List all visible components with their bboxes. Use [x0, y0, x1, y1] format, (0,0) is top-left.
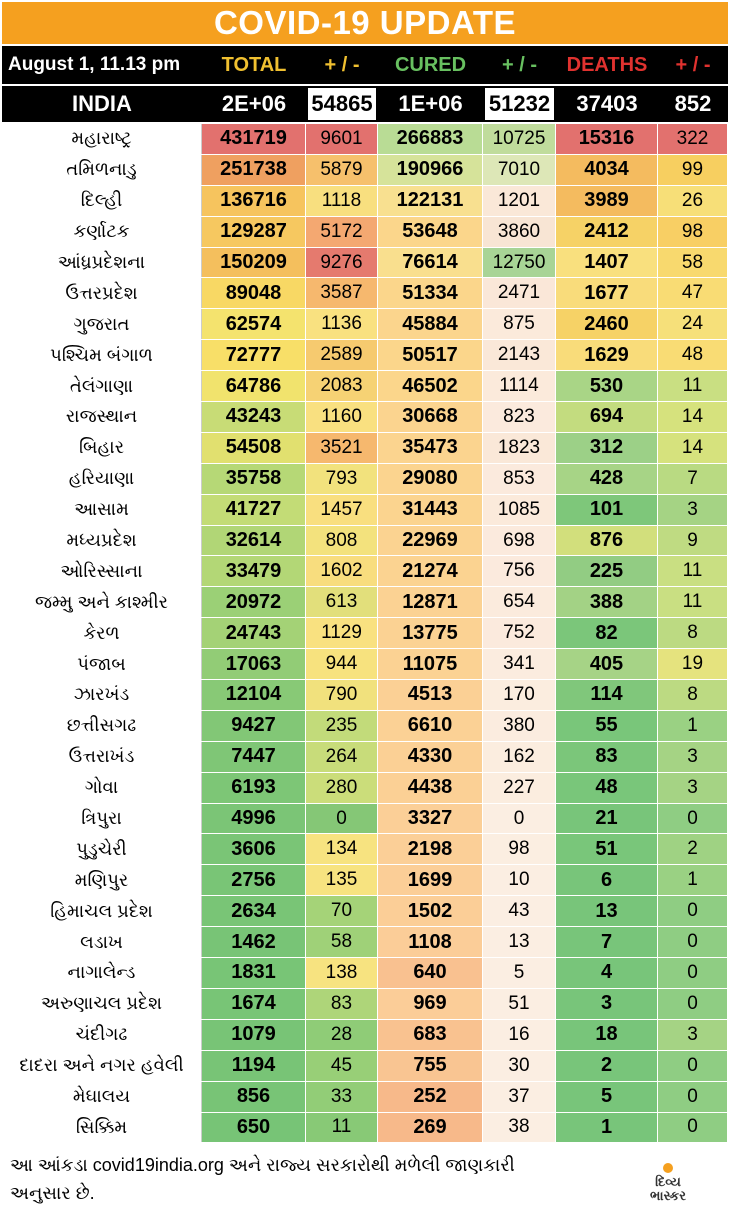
- cured-change: 341: [483, 649, 556, 679]
- india-cured-change: 51232: [485, 88, 554, 120]
- table-row: [2, 649, 728, 680]
- total-cases: 129287: [202, 217, 306, 247]
- table-row: [2, 680, 728, 711]
- death-cases: 3989: [556, 186, 658, 216]
- state-name: પશ્ચિમ બંગાળ: [2, 340, 202, 370]
- death-cases: 2412: [556, 217, 658, 247]
- death-change: 19: [658, 649, 728, 679]
- state-name: આંધ્રપ્રદેશના: [2, 248, 202, 278]
- death-change: 14: [658, 402, 728, 432]
- state-name: ગોવા: [2, 773, 202, 803]
- death-change: 8: [658, 618, 728, 648]
- brand-logo: [638, 1163, 698, 1207]
- cured-cases: 12871: [378, 587, 483, 617]
- cured-cases: 4330: [378, 742, 483, 772]
- death-change: 14: [658, 433, 728, 463]
- total-cases: 20972: [202, 587, 306, 617]
- total-cases: 2634: [202, 896, 306, 926]
- state-name: સિક્કિમ: [2, 1113, 202, 1143]
- total-change: 134: [306, 834, 378, 864]
- death-change: 11: [658, 371, 728, 401]
- table-row: [2, 618, 728, 649]
- cured-change: 823: [483, 402, 556, 432]
- source-note: આ આંકડા covid19india.org અને રાજ્ય સરકારોથી મળેલી જાણકારી અનુસાર છે.: [10, 1155, 515, 1203]
- death-change: 0: [658, 958, 728, 988]
- cured-cases: 11075: [378, 649, 483, 679]
- update-date: August 1, 11.13 pm: [8, 54, 181, 75]
- cured-cases: 30668: [378, 402, 483, 432]
- cured-change: 12750: [483, 248, 556, 278]
- total-cases: 12104: [202, 680, 306, 710]
- cured-change: 2143: [483, 340, 556, 370]
- column-header-row: [2, 46, 728, 84]
- total-cases: 9427: [202, 711, 306, 741]
- death-change: 3: [658, 495, 728, 525]
- table-row: [2, 217, 728, 248]
- death-cases: 3: [556, 989, 658, 1019]
- total-cases: 24743: [202, 618, 306, 648]
- total-change: 793: [306, 464, 378, 494]
- death-change: 2: [658, 834, 728, 864]
- state-name: ચંદીગઢ: [2, 1020, 202, 1050]
- cured-change: 13: [483, 927, 556, 957]
- state-name: પંજાબ: [2, 649, 202, 679]
- table-row: [2, 1020, 728, 1051]
- death-change: 0: [658, 1082, 728, 1112]
- state-name: ઓરિસ્સાના: [2, 556, 202, 586]
- death-cases: 2460: [556, 309, 658, 339]
- total-change: 790: [306, 680, 378, 710]
- total-change: 2083: [306, 371, 378, 401]
- table-row: [2, 495, 728, 526]
- state-name: ઉત્તરાખંડ: [2, 742, 202, 772]
- page-title: COVID-19 UPDATE: [2, 2, 728, 44]
- total-cases: 150209: [202, 248, 306, 278]
- total-cases: 6193: [202, 773, 306, 803]
- table-row: [2, 402, 728, 433]
- total-change: 9601: [306, 124, 378, 154]
- table-row: [2, 340, 728, 371]
- death-cases: 15316: [556, 124, 658, 154]
- table-row: [2, 958, 728, 989]
- total-change: 235: [306, 711, 378, 741]
- state-name: છત્તીસગઢ: [2, 711, 202, 741]
- cured-change: 37: [483, 1082, 556, 1112]
- cured-cases: 190966: [378, 155, 483, 185]
- table-row: [2, 526, 728, 557]
- death-cases: 4: [556, 958, 658, 988]
- header-cured-change: + / -: [501, 53, 537, 76]
- table-row: [2, 834, 728, 865]
- total-cases: 650: [202, 1113, 306, 1143]
- death-cases: 18: [556, 1020, 658, 1050]
- cured-change: 3860: [483, 217, 556, 247]
- cured-cases: 4438: [378, 773, 483, 803]
- death-cases: 225: [556, 556, 658, 586]
- total-cases: 64786: [202, 371, 306, 401]
- state-name: ઉત્તરપ્રદેશ: [2, 278, 202, 308]
- death-cases: 2: [556, 1051, 658, 1081]
- table-row: [2, 464, 728, 495]
- cured-cases: 3327: [378, 804, 483, 834]
- cured-cases: 21274: [378, 556, 483, 586]
- total-cases: 1674: [202, 989, 306, 1019]
- india-total-row: [2, 86, 728, 122]
- table-row: [2, 804, 728, 835]
- table-row: [2, 248, 728, 279]
- cured-change: 654: [483, 587, 556, 617]
- total-cases: 251738: [202, 155, 306, 185]
- state-name: લડાખ: [2, 927, 202, 957]
- table-row: [2, 309, 728, 340]
- table-row: [2, 773, 728, 804]
- total-cases: 1462: [202, 927, 306, 957]
- india-deaths-change: 852: [674, 91, 712, 116]
- death-change: 0: [658, 989, 728, 1019]
- state-name: ઝારખંડ: [2, 680, 202, 710]
- cured-cases: 683: [378, 1020, 483, 1050]
- cured-cases: 51334: [378, 278, 483, 308]
- state-name: આસામ: [2, 495, 202, 525]
- state-name: બિહાર: [2, 433, 202, 463]
- table-row: [2, 989, 728, 1020]
- cured-change: 5: [483, 958, 556, 988]
- cured-cases: 35473: [378, 433, 483, 463]
- header-total: TOTAL: [221, 53, 287, 76]
- death-change: 98: [658, 217, 728, 247]
- state-name: તમિળનાડુ: [2, 155, 202, 185]
- cured-change: 698: [483, 526, 556, 556]
- death-cases: 530: [556, 371, 658, 401]
- total-cases: 41727: [202, 495, 306, 525]
- cured-change: 752: [483, 618, 556, 648]
- death-change: 3: [658, 773, 728, 803]
- death-change: 8: [658, 680, 728, 710]
- cured-cases: 31443: [378, 495, 483, 525]
- state-name: હરિયાણા: [2, 464, 202, 494]
- state-name: તેલંગાણા: [2, 371, 202, 401]
- death-change: 322: [658, 124, 728, 154]
- death-change: 3: [658, 1020, 728, 1050]
- state-name: મણિપુર: [2, 865, 202, 895]
- cured-change: 16: [483, 1020, 556, 1050]
- table-row: [2, 711, 728, 742]
- death-change: 99: [658, 155, 728, 185]
- cured-cases: 76614: [378, 248, 483, 278]
- death-change: 0: [658, 1051, 728, 1081]
- table-row: [2, 124, 728, 155]
- cured-cases: 53648: [378, 217, 483, 247]
- cured-cases: 13775: [378, 618, 483, 648]
- cured-change: 227: [483, 773, 556, 803]
- death-change: 0: [658, 927, 728, 957]
- total-cases: 1079: [202, 1020, 306, 1050]
- death-cases: 4034: [556, 155, 658, 185]
- header-cured: CURED: [394, 53, 467, 76]
- cured-cases: 1502: [378, 896, 483, 926]
- table-row: [2, 155, 728, 186]
- india-label: INDIA: [72, 91, 132, 116]
- death-cases: 6: [556, 865, 658, 895]
- total-change: 1602: [306, 556, 378, 586]
- total-change: 2589: [306, 340, 378, 370]
- death-change: 0: [658, 804, 728, 834]
- total-change: 3587: [306, 278, 378, 308]
- cured-change: 756: [483, 556, 556, 586]
- death-change: 58: [658, 248, 728, 278]
- total-change: 138: [306, 958, 378, 988]
- cured-cases: 29080: [378, 464, 483, 494]
- table-row: [2, 927, 728, 958]
- india-cured: 1E+06: [398, 91, 463, 116]
- cured-cases: 4513: [378, 680, 483, 710]
- table-row: [2, 556, 728, 587]
- cured-change: 170: [483, 680, 556, 710]
- cured-cases: 266883: [378, 124, 483, 154]
- state-name: મેઘાલય: [2, 1082, 202, 1112]
- death-change: 0: [658, 1113, 728, 1143]
- death-change: 7: [658, 464, 728, 494]
- total-change: 28: [306, 1020, 378, 1050]
- total-cases: 32614: [202, 526, 306, 556]
- total-change: 1118: [306, 186, 378, 216]
- cured-change: 1201: [483, 186, 556, 216]
- cured-change: 10725: [483, 124, 556, 154]
- death-cases: 114: [556, 680, 658, 710]
- state-name: કેરળ: [2, 618, 202, 648]
- death-cases: 55: [556, 711, 658, 741]
- total-cases: 856: [202, 1082, 306, 1112]
- table-row: [2, 371, 728, 402]
- total-cases: 3606: [202, 834, 306, 864]
- death-cases: 101: [556, 495, 658, 525]
- state-name: જમ્મુ અને કાશ્મીર: [2, 587, 202, 617]
- death-change: 1: [658, 865, 728, 895]
- sun-dot-icon: [663, 1163, 673, 1173]
- total-change: 944: [306, 649, 378, 679]
- death-cases: 876: [556, 526, 658, 556]
- death-change: 47: [658, 278, 728, 308]
- state-name: મધ્યપ્રદેશ: [2, 526, 202, 556]
- state-name: પુડુચેરી: [2, 834, 202, 864]
- cured-cases: 22969: [378, 526, 483, 556]
- death-cases: 5: [556, 1082, 658, 1112]
- cured-cases: 6610: [378, 711, 483, 741]
- death-cases: 1677: [556, 278, 658, 308]
- cured-cases: 1108: [378, 927, 483, 957]
- death-change: 26: [658, 186, 728, 216]
- header-deaths-change: + / -: [675, 53, 711, 76]
- cured-change: 853: [483, 464, 556, 494]
- cured-cases: 252: [378, 1082, 483, 1112]
- state-name: અરુણાચલ પ્રદેશ: [2, 989, 202, 1019]
- cured-change: 98: [483, 834, 556, 864]
- death-change: 48: [658, 340, 728, 370]
- total-change: 1136: [306, 309, 378, 339]
- cured-change: 10: [483, 865, 556, 895]
- death-cases: 405: [556, 649, 658, 679]
- cured-cases: 2198: [378, 834, 483, 864]
- total-change: 135: [306, 865, 378, 895]
- death-cases: 388: [556, 587, 658, 617]
- death-cases: 82: [556, 618, 658, 648]
- total-change: 0: [306, 804, 378, 834]
- india-total: 2E+06: [221, 91, 287, 116]
- death-cases: 13: [556, 896, 658, 926]
- table-row: [2, 742, 728, 773]
- india-total-change: 54865: [308, 88, 376, 120]
- cured-change: 1085: [483, 495, 556, 525]
- cured-cases: 122131: [378, 186, 483, 216]
- total-change: 5879: [306, 155, 378, 185]
- total-cases: 4996: [202, 804, 306, 834]
- state-name: કર્ણાટક: [2, 217, 202, 247]
- death-change: 1: [658, 711, 728, 741]
- death-change: 9: [658, 526, 728, 556]
- table-row: [2, 865, 728, 896]
- total-change: 45: [306, 1051, 378, 1081]
- cured-change: 380: [483, 711, 556, 741]
- death-cases: 7: [556, 927, 658, 957]
- death-cases: 694: [556, 402, 658, 432]
- state-name: દાદરા અને નગર હવેલી: [2, 1051, 202, 1081]
- total-change: 280: [306, 773, 378, 803]
- total-cases: 136716: [202, 186, 306, 216]
- logo-line-1: દિવ્ય: [655, 1174, 681, 1189]
- total-change: 11: [306, 1113, 378, 1143]
- total-cases: 17063: [202, 649, 306, 679]
- total-change: 83: [306, 989, 378, 1019]
- total-cases: 89048: [202, 278, 306, 308]
- total-cases: 431719: [202, 124, 306, 154]
- state-name: મહારાષ્ટ્ર: [2, 124, 202, 154]
- state-name: રાજસ્થાન: [2, 402, 202, 432]
- death-change: 24: [658, 309, 728, 339]
- total-cases: 2756: [202, 865, 306, 895]
- death-cases: 428: [556, 464, 658, 494]
- death-cases: 1407: [556, 248, 658, 278]
- total-change: 33: [306, 1082, 378, 1112]
- total-change: 808: [306, 526, 378, 556]
- cured-change: 30: [483, 1051, 556, 1081]
- state-name: નાગાલેન્ડ: [2, 958, 202, 988]
- table-row: [2, 278, 728, 309]
- total-change: 1160: [306, 402, 378, 432]
- death-cases: 21: [556, 804, 658, 834]
- cured-cases: 45884: [378, 309, 483, 339]
- total-cases: 54508: [202, 433, 306, 463]
- cured-change: 43: [483, 896, 556, 926]
- total-cases: 7447: [202, 742, 306, 772]
- state-name: હિમાચલ પ્રદેશ: [2, 896, 202, 926]
- cured-cases: 46502: [378, 371, 483, 401]
- table-row: [2, 186, 728, 217]
- cured-change: 1823: [483, 433, 556, 463]
- cured-change: 51: [483, 989, 556, 1019]
- state-table: [2, 124, 728, 1143]
- header-total-change: + / -: [324, 53, 360, 76]
- state-name: દિલ્હી: [2, 186, 202, 216]
- table-row: [2, 896, 728, 927]
- death-cases: 1: [556, 1113, 658, 1143]
- death-change: 3: [658, 742, 728, 772]
- death-cases: 48: [556, 773, 658, 803]
- cured-cases: 969: [378, 989, 483, 1019]
- total-cases: 33479: [202, 556, 306, 586]
- table-row: [2, 433, 728, 464]
- total-change: 58: [306, 927, 378, 957]
- cured-cases: 640: [378, 958, 483, 988]
- total-cases: 72777: [202, 340, 306, 370]
- total-change: 3521: [306, 433, 378, 463]
- cured-cases: 269: [378, 1113, 483, 1143]
- state-name: ગુજરાત: [2, 309, 202, 339]
- table-row: [2, 587, 728, 618]
- death-change: 0: [658, 896, 728, 926]
- death-cases: 312: [556, 433, 658, 463]
- total-change: 9276: [306, 248, 378, 278]
- table-row: [2, 1113, 728, 1144]
- cured-cases: 1699: [378, 865, 483, 895]
- cured-change: 0: [483, 804, 556, 834]
- death-cases: 51: [556, 834, 658, 864]
- india-deaths: 37403: [576, 91, 638, 116]
- total-cases: 62574: [202, 309, 306, 339]
- total-cases: 1194: [202, 1051, 306, 1081]
- header-deaths: DEATHS: [566, 53, 648, 76]
- cured-cases: 755: [378, 1051, 483, 1081]
- total-change: 70: [306, 896, 378, 926]
- death-change: 11: [658, 556, 728, 586]
- total-change: 1457: [306, 495, 378, 525]
- cured-change: 1114: [483, 371, 556, 401]
- cured-change: 875: [483, 309, 556, 339]
- total-change: 1129: [306, 618, 378, 648]
- cured-change: 38: [483, 1113, 556, 1143]
- cured-cases: 50517: [378, 340, 483, 370]
- death-cases: 1629: [556, 340, 658, 370]
- cured-change: 2471: [483, 278, 556, 308]
- table-row: [2, 1082, 728, 1113]
- state-name: ત્રિપુરા: [2, 804, 202, 834]
- footer: [2, 1147, 728, 1217]
- total-change: 5172: [306, 217, 378, 247]
- death-cases: 83: [556, 742, 658, 772]
- cured-change: 7010: [483, 155, 556, 185]
- total-change: 613: [306, 587, 378, 617]
- total-cases: 1831: [202, 958, 306, 988]
- total-change: 264: [306, 742, 378, 772]
- cured-change: 162: [483, 742, 556, 772]
- death-change: 11: [658, 587, 728, 617]
- logo-line-2: ભાસ્કર: [650, 1188, 686, 1203]
- table-row: [2, 1051, 728, 1082]
- total-cases: 35758: [202, 464, 306, 494]
- total-cases: 43243: [202, 402, 306, 432]
